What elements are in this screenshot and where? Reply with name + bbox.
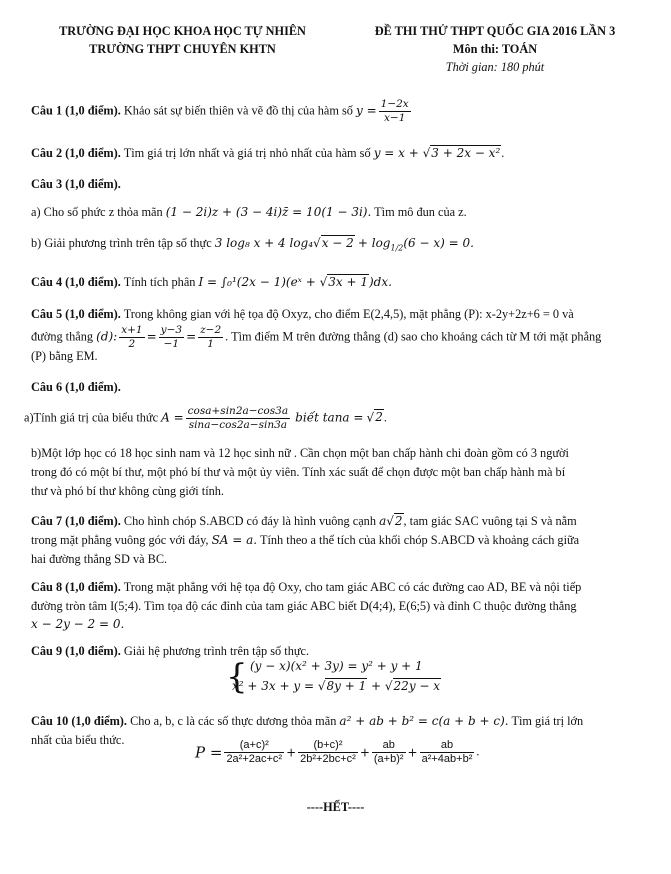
left-brace-icon: { [226,657,248,697]
question-3a-text: a) Cho số phức z thỏa mãn [31,205,163,219]
fraction-numerator: ab [372,739,406,753]
question-2-sqrt: 3 + 2x − x² [431,146,501,160]
question-8-line-equation: x − 2y − 2 = 0. [31,617,125,631]
question-6b [31,444,639,463]
exam-subject: Môn thi: TOÁN [452,42,538,56]
expression-p [195,739,515,779]
equation-system [226,657,466,701]
question-7-label: Câu 7 (1,0 điểm). [31,514,121,528]
question-8-label: Câu 8 (1,0 điểm). [31,580,121,594]
exam-time: Thời gian: 180 phút [445,60,545,74]
question-6b-line1: b)Một lớp học có 18 học sinh nam và 12 học sinh nữ . Cần chọn một ban chấp hành chi đoàn gồm có 3 người [31,446,569,460]
question-2-math: y = x + [373,146,423,160]
question-10-text2: nhất của biểu thức. [31,733,125,747]
fraction-numerator: (a+c)² [224,739,284,753]
question-7-sqrt: 2 [394,514,403,528]
question-9-label: Câu 9 (1,0 điểm). [31,644,121,658]
sqrt-symbol: √ [422,146,431,160]
question-10 [31,712,639,731]
plus-sign: + [359,745,370,760]
fraction-numerator: (b+c)² [298,739,358,753]
question-7-math-sa: SA = a. [211,533,258,547]
fraction-denominator: 2a²+2ac+c² [226,753,283,765]
fraction-denominator: 2 [128,338,136,350]
question-3b-sqrt: x − 2 [321,236,354,250]
question-4-label: Câu 4 (1,0 điểm). [31,275,121,289]
question-5-text2b: Tìm điểm M trên đường thẳng (d) sao cho khoảng cách từ M tới mặt phẳng [231,329,602,344]
question-5-text3: (P) bằng EM. [31,349,98,363]
fraction-numerator: cosa+sin2a−cos3a [187,405,289,417]
fraction-numerator: x+1 [121,324,143,336]
question-4-sqrt: 3x + 1 [328,275,368,289]
end-marker: ----HẾT---- [306,800,365,814]
sqrt-symbol: √ [313,236,321,250]
plus-sign: + [407,745,418,760]
question-8-text1: Trong mặt phẳng với hệ tọa độ Oxy, cho tam giác ABC có các đường cao AD, BE và nội tiếp [123,580,582,594]
question-7-line3 [31,550,639,569]
question-2-text: Tìm giá trị lớn nhất và giá trị nhỏ nhất của hàm số [123,146,371,160]
p-term-3 [372,739,406,766]
period: . [476,744,480,759]
fraction-denominator: 2b²+2bc+c² [300,753,356,765]
fraction-denominator: x−1 [383,112,406,124]
question-1-math: y = [355,103,377,118]
question-7-text2b: Tính theo a thể tích của khối chóp S.ABCD và khoảng cách giữa [259,533,580,547]
system-equation-1: (y − x)(x² + 3y) = y² + y + 1 [250,659,423,673]
question-1-label: Câu 1 (1,0 điểm). [31,103,121,118]
sqrt-symbol: √ [319,275,328,289]
fraction-numerator: z−2 [200,324,222,336]
question-7-text3: hai đường thẳng SD và BC. [31,552,168,566]
question-3b-text: b) Giải phương trình trên tập số thực [31,236,212,250]
p-term-1 [224,739,284,766]
question-6a-sqrt: 2 [375,410,383,425]
question-5-line1: Trong không gian với hệ tọa độ Oxyz, cho điểm E(2,4,5), mặt phẳng (P): x-2y+2z+6 = 0 và [123,307,574,321]
question-5-line2: đường thẳng (d): $\frac{x+1}{2}$ = $\frac{y-3}{-1}$ = $\frac{z-2}{1}$ . Tìm điểm M trên đường thẳng (d) sao cho khoảng cách từ M tới mặt phẳng [31,324,602,350]
question-6-label: Câu 6 (1,0 điểm). [31,380,121,394]
question-8-text2: đường tròn tâm I(5;4). Tìm tọa độ các đỉnh của tam giác ABC biết D(4;4), E(6;5) và đỉnh C thuộc đường thẳng [31,599,577,613]
period: . [383,410,387,425]
p-lhs: P = [195,743,223,762]
question-3a-math: (1 − 2i)z + (3 − 4i)z̄ = 10(1 − 3i). [165,205,372,219]
school-name-university: TRƯỜNG ĐẠI HỌC KHOA HỌC TỰ NHIÊN [59,24,306,38]
question-2 [31,144,639,163]
question-3b-math3: (6 − x) = 0. [403,236,474,250]
question-5-line3 [31,347,639,366]
fraction-denominator: a²+4ab+b² [421,753,473,765]
question-3-label: Câu 3 (1,0 điểm). [31,177,121,191]
sqrt-symbol: √ [317,679,326,693]
question-3b [31,234,639,257]
question-4-math1: I = ∫₀¹(2x − 1)(eˣ + [198,275,320,289]
school-name-highschool: TRƯỜNG THPT CHUYÊN KHTN [89,42,276,56]
question-4-math2: )dx. [369,275,392,289]
sqrt-symbol: √ [366,410,375,425]
question-8-line2 [31,597,639,616]
question-9-text: Giải hệ phương trình trên tập số thực. [123,644,310,658]
question-6b-line3: thư và phó bí thư không cùng giới tính. [31,484,225,498]
fraction-numerator: y−3 [160,324,183,336]
equals-sign: = [146,329,157,344]
question-7 [31,512,639,531]
question-3a-end: Tìm mô đun của z. [374,205,467,219]
fraction-numerator: 1−2x [380,98,409,110]
question-4 [31,273,639,292]
question-1 [31,98,639,125]
question-7-math-a: a [379,514,387,528]
exam-title: ĐỀ THI THỬ THPT QUỐC GIA 2016 LẦN 3 [374,24,616,38]
question-1-text: Khảo sát sự biến thiên và vẽ đồ thị của hàm số [123,103,353,118]
equation-2-lhs: x² + 3x + y = [232,679,318,693]
question-10-label: Câu 10 (1,0 điểm). [31,714,127,728]
question-4-text: Tính tích phân [123,275,196,289]
question-10-text1a: Cho a, b, c là các số thực dương thỏa mãn [130,714,337,728]
question-10-text1b: Tìm giá trị lớn [511,714,584,728]
equation-2-sqrt1: 8y + 1 [326,679,367,693]
question-6a-condition: biết tana = [295,410,364,425]
period: . [501,146,505,160]
question-6a-fraction [186,405,290,432]
fraction-denominator: −1 [163,338,180,350]
system-equation-2 [232,679,441,694]
fraction-denominator: (a+b)² [373,753,404,765]
question-6b-line2: trong đó có một bí thư, một phó bí thư và một ủy viên. Tính xác suất để chọn được một ban chấp hành mà bí [31,465,566,479]
question-6a [24,405,632,432]
question-5-text2a: đường thẳng [31,329,94,344]
fraction-denominator: 1 [207,338,214,350]
question-2-label: Câu 2 (1,0 điểm). [31,146,121,160]
question-3-heading [31,175,639,194]
equals-sign: = [186,329,197,344]
fraction-numerator: ab [420,739,475,753]
p-term-4 [420,739,475,766]
equation-2-sqrt2: 22y − x [393,679,441,693]
question-10-condition: a² + ab + b² = c(a + b + c). [339,714,509,728]
fraction-denominator: sina−cos2a−sin3a [188,419,288,431]
question-6a-lhs: A = [161,410,184,425]
question-3b-math1: 3 log₈ x + 4 log₄ [214,236,314,250]
question-7-text1b: , tam giác SAC vuông tại S và nằm [403,514,577,528]
question-1-fraction [379,98,411,125]
question-8 [31,578,639,597]
question-5-label: Câu 5 (1,0 điểm). [31,307,121,321]
question-3a [31,203,639,222]
question-7-line2 [31,531,639,550]
sqrt-symbol: √ [384,679,393,693]
question-8-line3 [31,615,639,634]
question-5 [31,305,639,324]
p-term-2 [298,739,358,766]
line-d: (d): [96,329,118,344]
question-6a-text: a)Tính giá trị của biểu thức [24,410,159,425]
sqrt-symbol: √ [386,514,394,528]
question-6b-2 [31,463,639,482]
question-3b-math2: + log [357,236,391,250]
question-6-heading [31,378,639,397]
equation-2-plus: + [367,679,385,693]
question-7-text2a: trong mặt phẳng vuông góc với đáy, [31,533,209,547]
plus-sign: + [286,745,297,760]
exam-header [0,22,671,82]
log-base: 1/2 [390,243,404,253]
question-6b-3 [31,482,639,501]
question-7-text1a: Cho hình chóp S.ABCD có đáy là hình vuông cạnh [123,514,376,528]
